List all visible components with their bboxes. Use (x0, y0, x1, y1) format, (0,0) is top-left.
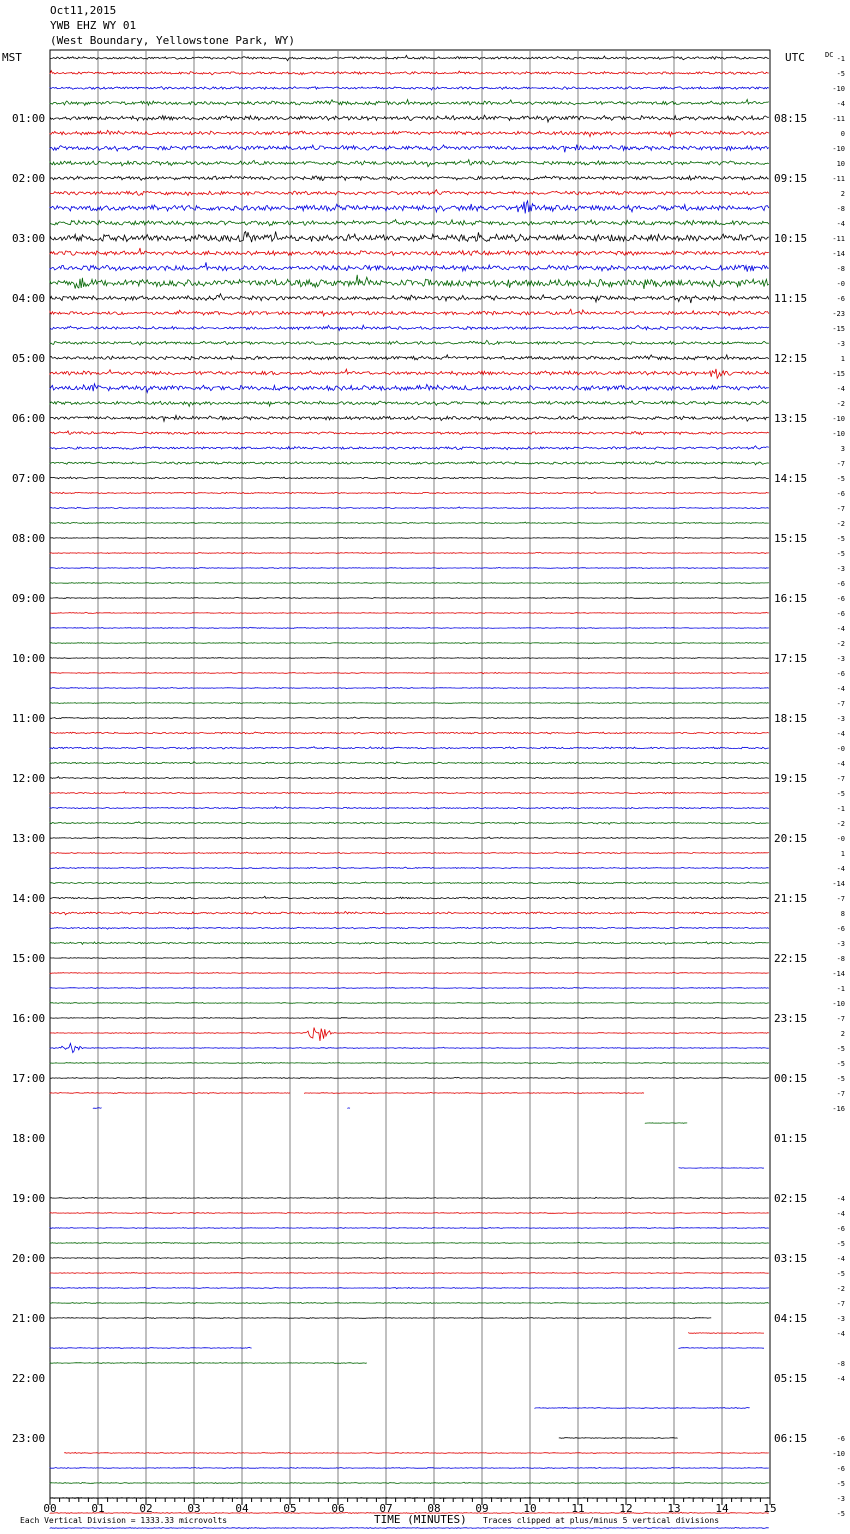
trace-row-35 (50, 582, 769, 583)
dc-offset-label: -4 (836, 625, 845, 633)
dc-offset-label: -5 (836, 1270, 845, 1278)
trace-row-49 (50, 792, 769, 794)
trace-row-23 (50, 401, 769, 407)
right-hour-label: 17:15 (774, 652, 808, 665)
trace-row-45 (50, 732, 769, 734)
dc-offset-label: -5 (836, 1060, 845, 1068)
dc-label: DC (825, 51, 834, 59)
trace-row-58 (50, 927, 769, 929)
dc-offset-label: -6 (836, 490, 845, 498)
x-tick-label: 02 (139, 1502, 153, 1515)
dc-offset-label: -5 (836, 1510, 845, 1518)
dc-offset-label: 2 (840, 1030, 845, 1038)
trace-row-5 (50, 130, 769, 136)
left-hour-label: 12:00 (12, 772, 46, 785)
footer-scale: Each Vertical Division = 1333.33 microvolts (20, 1516, 228, 1525)
dc-offset-label: -2 (836, 640, 845, 648)
trace-row-52 (50, 837, 769, 839)
trace-row-39 (50, 643, 769, 644)
trace-row-48 (50, 777, 769, 779)
dc-offset-label: -10 (832, 145, 845, 153)
trace-row-16 (50, 294, 769, 303)
dc-offset-label: -3 (836, 1315, 845, 1323)
trace-row-22 (50, 384, 769, 393)
dc-offset-label: -5 (836, 1240, 845, 1248)
left-hour-label: 19:00 (12, 1192, 46, 1205)
trace-row-36 (50, 597, 769, 598)
trace-row-44 (50, 717, 769, 719)
dc-offset-label: -7 (836, 895, 845, 903)
right-hour-label: 03:15 (774, 1252, 808, 1265)
dc-offset-label: -6 (836, 1225, 845, 1233)
trace-row-59 (50, 942, 769, 945)
left-hour-label: 22:00 (12, 1372, 46, 1385)
dc-offset-label: -11 (832, 115, 845, 123)
trace-row-98 (50, 1527, 769, 1528)
dc-offset-label: -5 (836, 550, 845, 558)
x-tick-label: 13 (667, 1502, 681, 1515)
right-hour-label: 02:15 (774, 1192, 808, 1205)
right-hour-label: 23:15 (774, 1012, 808, 1025)
dc-offset-label: -4 (836, 865, 845, 873)
dc-offset-label: -3 (836, 940, 845, 948)
dc-offset-label: -5 (836, 475, 845, 483)
dc-offset-label: -10 (832, 1450, 845, 1458)
header-date: Oct11,2015 (50, 4, 117, 17)
trace-row-17 (50, 309, 769, 316)
trace-row-92 (559, 1438, 678, 1439)
dc-offset-label: -2 (836, 520, 845, 528)
dc-offset-label: -7 (836, 1015, 845, 1023)
right-hour-label: 20:15 (774, 832, 808, 845)
dc-offset-label: -7 (836, 700, 845, 708)
trace-row-57 (50, 912, 769, 915)
dc-offset-label: -2 (836, 1285, 845, 1293)
right-timezone-label: UTC (785, 51, 805, 64)
left-hour-label: 20:00 (12, 1252, 46, 1265)
trace-row-67 (50, 1062, 769, 1063)
right-hour-label: 18:15 (774, 712, 808, 725)
dc-offset-label: -4 (836, 100, 845, 108)
trace-row-6 (50, 145, 769, 153)
trace-row-28 (50, 477, 769, 479)
dc-offset-label: 2 (840, 190, 845, 198)
trace-row-12 (50, 232, 769, 243)
trace-row-25 (50, 431, 769, 435)
dc-offset-label: -15 (832, 370, 845, 378)
trace-row-11 (50, 220, 769, 226)
trace-row-3 (50, 99, 769, 105)
trace-row-18 (50, 325, 769, 330)
dc-offset-label: -4 (836, 1330, 845, 1338)
left-hour-label: 23:00 (12, 1432, 46, 1445)
right-hour-label: 10:15 (774, 232, 808, 245)
trace-row-41 (50, 672, 769, 673)
x-axis-title: TIME (MINUTES) (374, 1513, 467, 1526)
trace-row-21 (50, 369, 769, 378)
dc-offset-label: -11 (832, 235, 845, 243)
left-hour-label: 10:00 (12, 652, 46, 665)
dc-offset-label: -3 (836, 565, 845, 573)
dc-offset-label: -4 (836, 385, 845, 393)
dc-offset-label: -5 (836, 1045, 845, 1053)
seismic-traces (50, 55, 769, 1534)
dc-offset-label: 0 (840, 130, 845, 138)
dc-offset-label: -23 (832, 310, 845, 318)
left-hour-label: 05:00 (12, 352, 46, 365)
trace-row-13 (50, 248, 769, 255)
dc-offset-label: -1 (836, 985, 845, 993)
trace-row-86 (50, 1347, 252, 1348)
trace-row-63 (50, 1003, 769, 1004)
right-hour-label: 01:15 (774, 1132, 808, 1145)
right-hour-label: 12:15 (774, 352, 808, 365)
trace-row-29 (50, 492, 769, 494)
trace-row-24 (50, 415, 769, 421)
x-tick-label: 14 (715, 1502, 729, 1515)
trace-row-56 (50, 896, 769, 899)
x-tick-label: 03 (187, 1502, 201, 1515)
dc-offset-label: -6 (836, 670, 845, 678)
dc-offset-label: -8 (836, 205, 845, 213)
trace-row-66 (50, 1043, 769, 1052)
dc-offset-label: -6 (836, 925, 845, 933)
x-tick-label: 12 (619, 1502, 633, 1515)
dc-offset-label: -16 (832, 1105, 845, 1113)
trace-row-69 (304, 1092, 644, 1093)
dc-offset-label: -0 (836, 745, 845, 753)
trace-row-80 (50, 1258, 769, 1259)
trace-row-38 (50, 627, 769, 628)
dc-offset-label: -14 (832, 970, 845, 978)
trace-row-10 (50, 201, 769, 214)
dc-offset-label: -6 (836, 1435, 845, 1443)
trace-row-94 (50, 1467, 769, 1468)
dc-offset-label: 8 (840, 910, 845, 918)
trace-row-54 (50, 867, 769, 869)
trace-row-30 (50, 507, 769, 509)
dc-offset-label: -4 (836, 1255, 845, 1263)
header-station: YWB EHZ WY 01 (50, 19, 137, 32)
trace-row-70 (93, 1108, 101, 1109)
left-hour-label: 15:00 (12, 952, 46, 965)
trace-row-93 (64, 1452, 768, 1453)
dc-offset-label: -14 (832, 250, 845, 258)
dc-offset-label: -4 (836, 1375, 845, 1383)
dc-offset-label: -4 (836, 1195, 845, 1203)
right-hour-label: 19:15 (774, 772, 808, 785)
dc-offset-label: -10 (832, 430, 845, 438)
x-tick-label: 01 (91, 1502, 105, 1515)
right-hour-label: 21:15 (774, 892, 808, 905)
left-hour-label: 09:00 (12, 592, 46, 605)
left-timezone-label: MST (2, 51, 22, 64)
trace-row-76 (50, 1197, 769, 1198)
left-hour-label: 04:00 (12, 292, 46, 305)
x-tick-label: 09 (475, 1502, 489, 1515)
left-hour-label: 02:00 (12, 172, 46, 185)
trace-row-2 (50, 87, 769, 90)
left-hour-label: 16:00 (12, 1012, 46, 1025)
dc-offset-label: -1 (836, 805, 845, 813)
trace-row-62 (50, 987, 769, 988)
dc-offset-label: -6 (836, 595, 845, 603)
right-hour-label: 16:15 (774, 592, 808, 605)
trace-row-40 (50, 658, 769, 659)
right-hour-label: 13:15 (774, 412, 808, 425)
x-tick-label: 00 (43, 1502, 57, 1515)
right-hour-label: 06:15 (774, 1432, 808, 1445)
dc-offset-label: -5 (836, 1075, 845, 1083)
trace-row-71 (645, 1123, 687, 1124)
right-hour-label: 04:15 (774, 1312, 808, 1325)
dc-offset-label: 3 (840, 445, 845, 453)
trace-row-27 (50, 461, 769, 465)
dc-offset-label: -3 (836, 655, 845, 663)
trace-row-85 (688, 1333, 764, 1334)
trace-row-1 (50, 71, 769, 75)
right-hour-label: 08:15 (774, 112, 808, 125)
dc-offset-label: -4 (836, 1210, 845, 1218)
dc-offset-label: -8 (836, 265, 845, 273)
dc-offset-label: -0 (836, 835, 845, 843)
dc-offset-label: -7 (836, 775, 845, 783)
dc-offset-label: -7 (836, 1300, 845, 1308)
trace-row-4 (50, 115, 769, 122)
dc-offset-label: -11 (832, 175, 845, 183)
x-tick-label: 10 (523, 1502, 537, 1515)
dc-offset-label: -2 (836, 400, 845, 408)
left-hour-label: 06:00 (12, 412, 46, 425)
dc-offset-label: -5 (836, 790, 845, 798)
dc-offset-label: -8 (836, 1360, 845, 1368)
trace-row-68 (50, 1077, 769, 1078)
trace-row-46 (50, 747, 769, 749)
trace-row-83 (50, 1302, 769, 1303)
trace-row-81 (50, 1273, 769, 1274)
trace-row-14 (50, 262, 769, 271)
x-tick-label: 04 (235, 1502, 249, 1515)
trace-row-64 (50, 1017, 769, 1018)
trace-row-86 (679, 1348, 764, 1349)
right-hour-label: 00:15 (774, 1072, 808, 1085)
dc-offset-label: 10 (836, 160, 845, 168)
left-hour-label: 07:00 (12, 472, 46, 485)
dc-offset-label: -7 (836, 1090, 845, 1098)
left-hour-label: 17:00 (12, 1072, 46, 1085)
left-hour-label: 03:00 (12, 232, 46, 245)
trace-row-31 (50, 522, 769, 524)
right-hour-label: 14:15 (774, 472, 808, 485)
dc-offset-label: -7 (836, 505, 845, 513)
trace-row-78 (50, 1227, 769, 1228)
left-hour-label: 21:00 (12, 1312, 46, 1325)
trace-row-79 (50, 1242, 769, 1243)
trace-row-90 (535, 1408, 750, 1409)
dc-offset-label: 1 (840, 355, 845, 363)
trace-row-42 (50, 687, 769, 688)
dc-offset-label: -3 (836, 715, 845, 723)
trace-row-43 (50, 703, 769, 704)
dc-offset-label: -6 (836, 295, 845, 303)
trace-row-32 (50, 537, 769, 538)
dc-offset-label: -4 (836, 220, 845, 228)
trace-row-0 (50, 55, 769, 60)
trace-row-60 (50, 958, 769, 959)
trace-row-34 (50, 567, 769, 568)
trace-row-69 (50, 1093, 290, 1094)
trace-row-74 (679, 1168, 764, 1169)
trace-row-82 (50, 1287, 769, 1288)
left-hour-label: 18:00 (12, 1132, 46, 1145)
right-hour-label: 15:15 (774, 532, 808, 545)
x-tick-label: 15 (763, 1502, 777, 1515)
trace-row-8 (50, 176, 769, 181)
dc-offset-label: -5 (836, 70, 845, 78)
trace-row-55 (50, 882, 769, 884)
dc-offset-label: -4 (836, 685, 845, 693)
right-hour-label: 11:15 (774, 292, 808, 305)
trace-row-7 (50, 160, 769, 167)
footer-clip-note: Traces clipped at plus/minus 5 vertical divisions (483, 1516, 720, 1525)
left-hour-label: 11:00 (12, 712, 46, 725)
right-hour-label: 09:15 (774, 172, 808, 185)
x-tick-label: 08 (427, 1502, 441, 1515)
left-hour-label: 13:00 (12, 832, 46, 845)
trace-row-20 (50, 355, 769, 360)
dc-offset-label: -3 (836, 1495, 845, 1503)
left-hour-label: 08:00 (12, 532, 46, 545)
x-tick-label: 07 (379, 1502, 393, 1515)
trace-row-95 (50, 1482, 769, 1483)
dc-offset-label: -6 (836, 610, 845, 618)
trace-row-77 (50, 1212, 769, 1213)
trace-row-61 (50, 972, 769, 973)
trace-row-37 (50, 612, 769, 613)
x-tick-label: 11 (571, 1502, 585, 1515)
trace-row-19 (50, 340, 769, 345)
dc-offset-label: -8 (836, 955, 845, 963)
dc-offset-label: -5 (836, 535, 845, 543)
dc-offset-label: -14 (832, 880, 845, 888)
left-hour-label: 14:00 (12, 892, 46, 905)
dc-offset-label: -6 (836, 1465, 845, 1473)
dc-offset-label: -10 (832, 85, 845, 93)
trace-row-53 (50, 852, 769, 854)
trace-row-26 (50, 446, 769, 450)
trace-row-9 (50, 190, 769, 196)
trace-row-15 (50, 275, 769, 289)
axis-labels (12, 55, 845, 1518)
dc-offset-label: -15 (832, 325, 845, 333)
dc-offset-label: 1 (840, 850, 845, 858)
trace-row-33 (50, 552, 769, 553)
right-hour-label: 05:15 (774, 1372, 808, 1385)
header-location: (West Boundary, Yellowstone Park, WY) (50, 34, 296, 47)
dc-offset-label: -7 (836, 460, 845, 468)
dc-offset-label: -4 (836, 730, 845, 738)
trace-row-65 (50, 1028, 769, 1041)
trace-row-84 (50, 1318, 711, 1319)
dc-offset-label: -10 (832, 415, 845, 423)
dc-offset-label: -3 (836, 340, 845, 348)
left-hour-label: 01:00 (12, 112, 46, 125)
dc-offset-label: -6 (836, 580, 845, 588)
dc-offset-label: -0 (836, 280, 845, 288)
x-tick-label: 05 (283, 1502, 297, 1515)
dc-offset-label: -1 (836, 55, 845, 63)
dc-offset-label: -5 (836, 1480, 845, 1488)
dc-offset-label: -2 (836, 820, 845, 828)
dc-offset-label: -10 (832, 1000, 845, 1008)
right-hour-label: 22:15 (774, 952, 808, 965)
trace-row-47 (50, 762, 769, 764)
trace-row-51 (50, 822, 769, 825)
dc-offset-label: -4 (836, 760, 845, 768)
trace-row-50 (50, 807, 769, 809)
x-tick-label: 06 (331, 1502, 345, 1515)
